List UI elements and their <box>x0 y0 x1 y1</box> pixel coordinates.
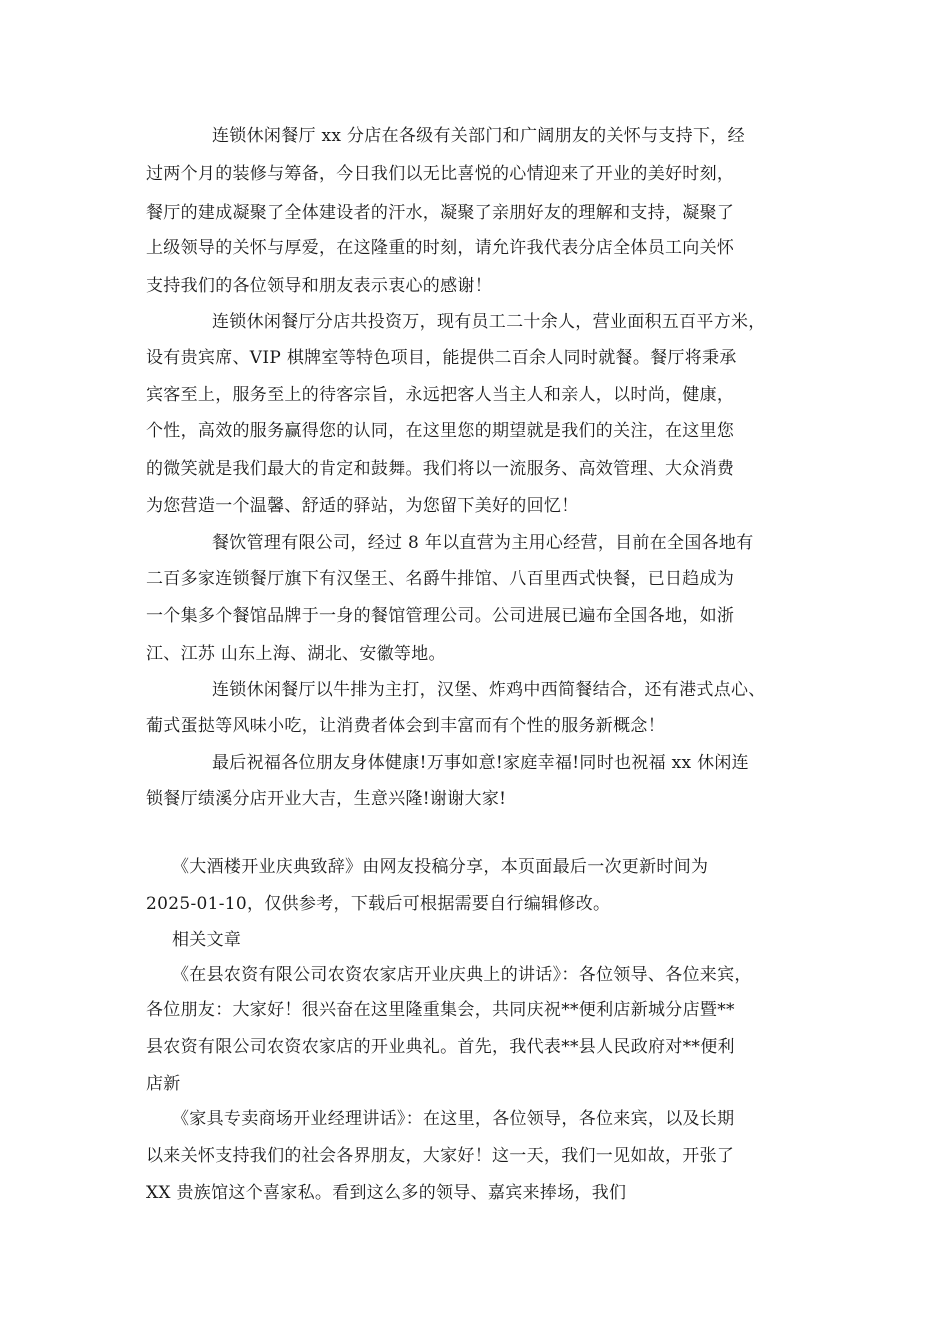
related-article-link[interactable]: 《在县农资有限公司农资农家店开业庆典上的讲话》：各位领导、各位来宾， <box>172 965 752 985</box>
related-article-excerpt: 各位朋友：大家好！很兴奋在这里隆重集会，共同庆祝**便利店新城分店暨** <box>146 1000 735 1020</box>
article-line: 为您营造一个温馨、舒适的驿站，为您留下美好的回忆！ <box>146 496 579 516</box>
article-line: 连锁休闲餐厅 xx 分店在各级有关部门和广阔朋友的关怀与支持下，经 <box>212 126 745 146</box>
article-line: 餐厅的建成凝聚了全体建设者的汗水，凝聚了亲朋好友的理解和支持，凝聚了 <box>146 203 735 223</box>
source-note-date: 2025-01-10，仅供参考，下载后可根据需要自行编辑修改。 <box>146 894 611 914</box>
source-note: 《大酒楼开业庆典致辞》由网友投稿分享，本页面最后一次更新时间为 <box>172 857 709 877</box>
related-article-excerpt: XX 贵族馆这个喜家私。看到这么多的领导、嘉宾来捧场，我们 <box>146 1183 627 1203</box>
article-line: 支持我们的各位领导和朋友表示衷心的感谢！ <box>146 276 492 296</box>
related-article-excerpt: 县农资有限公司农资农家店的开业典礼。首先，我代表**县人民政府对**便利 <box>146 1037 735 1057</box>
article-line: 宾客至上，服务至上的待客宗旨，永远把客人当主人和亲人，以时尚，健康， <box>146 385 735 405</box>
related-article-excerpt: 以来关怀支持我们的社会各界朋友，大家好！这一天，我们一见如故，开张了 <box>146 1146 735 1166</box>
article-line: 个性，高效的服务赢得您的认同，在这里您的期望就是我们的关注，在这里您 <box>146 421 735 441</box>
article-line: 连锁休闲餐厅分店共投资万，现有员工二十余人，营业面积五百平方米， <box>212 312 766 332</box>
article-line: 设有贵宾席、VIP 棋牌室等特色项目，能提供二百余人同时就餐。餐厅将秉承 <box>146 348 737 368</box>
article-line: 餐饮管理有限公司，经过 8 年以直营为主用心经营，目前在全国各地有 <box>212 533 754 553</box>
article-line: 上级领导的关怀与厚爱，在这隆重的时刻，请允许我代表分店全体员工向关怀 <box>146 238 735 258</box>
article-line: 锁餐厅绩溪分店开业大吉，生意兴隆!谢谢大家! <box>146 789 507 809</box>
article-line: 过两个月的装修与筹备，今日我们以无比喜悦的心情迎来了开业的美好时刻， <box>146 164 735 184</box>
article-line: 一个集多个餐馆品牌于一身的餐馆管理公司。公司进展已遍布全国各地，如浙 <box>146 606 735 626</box>
related-article-link[interactable]: 《家具专卖商场开业经理讲话》：在这里，各位领导，各位来宾，以及长期 <box>172 1109 735 1129</box>
article-line: 葡式蛋挞等风味小吃，让消费者体会到丰富而有个性的服务新概念！ <box>146 716 665 736</box>
article-line: 的微笑就是我们最大的肯定和鼓舞。我们将以一流服务、高效管理、大众消费 <box>146 459 735 479</box>
article-line: 二百多家连锁餐厅旗下有汉堡王、名爵牛排馆、八百里西式快餐，已日趋成为 <box>146 569 735 589</box>
related-article-excerpt: 店新 <box>146 1074 181 1094</box>
related-heading: 相关文章 <box>172 930 242 950</box>
article-line: 最后祝福各位朋友身体健康!万事如意!家庭幸福!同时也祝福 xx 休闲连 <box>212 753 749 773</box>
article-line: 连锁休闲餐厅以牛排为主打，汉堡、炸鸡中西简餐结合，还有港式点心、 <box>212 680 766 700</box>
article-line: 江、江苏 山东上海、湖北、安徽等地。 <box>146 644 446 664</box>
